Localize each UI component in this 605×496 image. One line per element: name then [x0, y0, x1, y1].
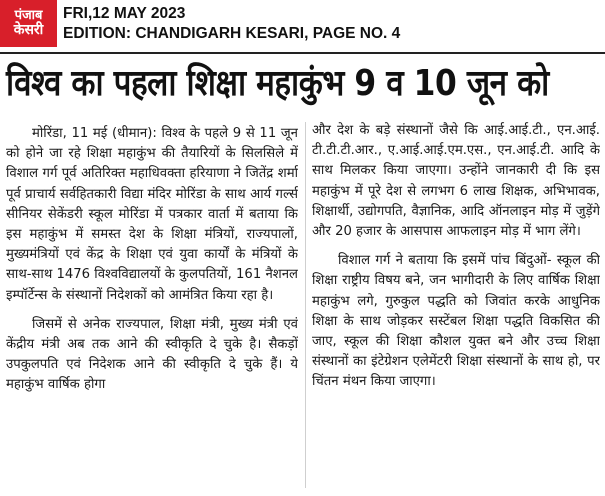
logo-line-1: पंजाब — [14, 8, 43, 24]
article-paragraph: विशाल गर्ग ने बताया कि इसमें पांच बिंदुओं- स्कूल की शिक्षा राष्ट्रीय विषय बने, जन भागीदारी के लिए वार्षिक शिक्षा महाकुंभ लगे, गुरुकुल पद्धति को जिवांत करके आधुनिक शिक्षा के साथ जोड़कर सस्टेंबल शिक्षा पद्धति विकसित की जाए, स्कूल की शिक्षा कौशल युक्त बने और उच्च शिक्षा संस्थानों का इंटेग्रेशन एलेमेंटरी शिक्षा संस्थानों के साथ हो, पर चिंतन मंथन किया जाएगा। — [312, 253, 600, 390]
column-divider — [305, 122, 306, 488]
article-paragraph: मोरिंडा, 11 मई (धीमान): विश्व के पहले 9 से 11 जून को होने जा रहे शिक्षा महाकुंभ की तैयारियों के सिलसिले में विशाल गर्ग पूर्व अतिरिक्त महाधिवक्ता हरियाणा ने जितेंद्र शर्मा पूर्व प्राचार्य सर्वहितकारी विद्या मंदिर मोरिंडा के साथ आर्य गर्ल्स सीनियर सेकेंडरी स्कूल मोरिंडा में पत्रकार वार्ता में बताया कि इस महाकुंभ में समस्त देश के शिक्षा मंत्रियों, राज्यपालों, मुख्यमंत्रियों एवं केंद्र के शिक्षा एवं युवा कार्यों के मंत्रियों के साथ-साथ 1476 विश्वविद्यालयों के कुलपतियों, 161 नैशनल इम्पॉर्टेन्स के संस्थानों निदेशकों को आमंत्रित किया रहा है। — [6, 126, 298, 303]
article-column-right — [312, 121, 600, 489]
article-paragraph: जिसमें से अनेक राज्यपाल, शिक्षा मंत्री, मुख्य मंत्री एवं केंद्रीय मंत्री अब तक आने की स्वीकृति दे चुके है। सैकड़ों उपकुलपति एवं निदेशक आने की स्वीकृति दे चुके हैं। ये महाकुंभ वार्षिक होगा — [6, 316, 298, 393]
edition-info: EDITION: CHANDIGARH KESARI, PAGE NO. 4 — [63, 25, 401, 42]
header-divider — [0, 52, 605, 54]
article-column-left — [6, 124, 298, 492]
publication-date: FRI,12 MAY 2023 — [63, 5, 186, 22]
edition-meta — [63, 4, 400, 44]
logo-line-2: केसरी — [13, 21, 44, 38]
article-paragraph: और देश के बड़े संस्थानों जैसे कि आई.आई.टी., एन.आई. टी.टी.टी.आर., ए.आई.आई.एम.एस., एन.आई.टी. आदि के साथ मिलकर किया जाएगा। उन्होंने जानकारी दी कि इस महाकुंभ में पूरे देश से लगभग 6 लाख शिक्षक, अभिभावक, शिक्षार्थी, उद्योगपति, वैज्ञानिक, आदि ऑनलाइन मोड़ में जुड़ेंगे और 20 हजार के आसपास आफलाइन मोड़ में भाग लेंगे। — [312, 123, 600, 240]
headline: विश्व का पहला शिक्षा महाकुंभ 9 व 10 जून को — [6, 63, 549, 104]
newspaper-logo — [0, 0, 57, 47]
